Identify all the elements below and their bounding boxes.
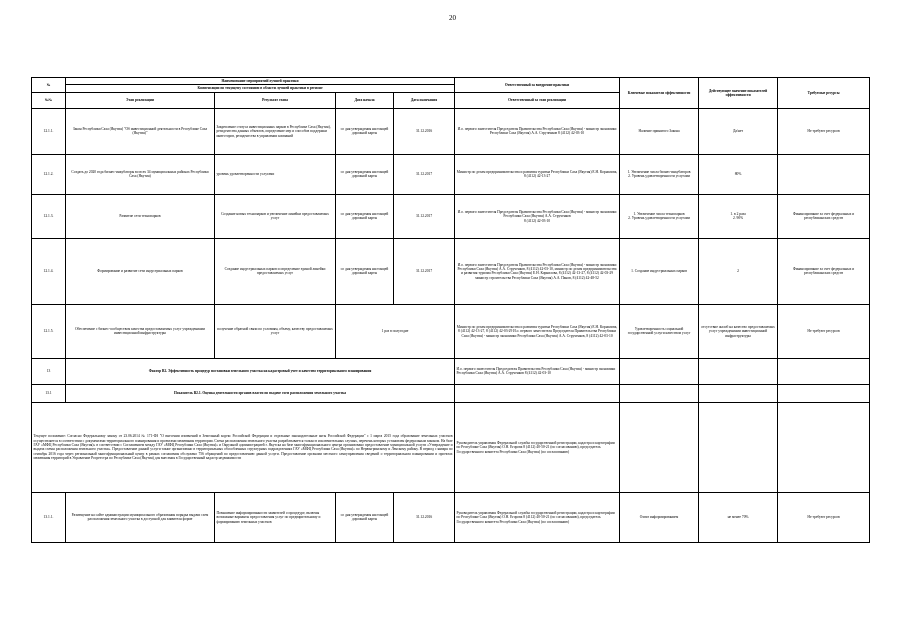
row-stage: Размещение на сайте администрации муниципального образования порядка выдачи схем расположения земельного участка в доступной для заявителя форме <box>66 492 215 542</box>
table-row <box>32 238 870 304</box>
table-row <box>32 154 870 194</box>
row-kpi: Удовлетворенность социальной государственной услуги качеством услуг <box>620 304 699 358</box>
row-start: со дня утверждения настоящей дорожной карты <box>336 492 394 542</box>
row-actual: не менее 70% <box>699 492 778 542</box>
row-num: 12.1.3. <box>32 194 66 238</box>
row-stage: Создать до 2020 года бизнес-инкубаторы во всех 34 муниципальных районах Республики Саха (Якутия) <box>66 154 215 194</box>
indicator-num: 13.1 <box>32 384 66 402</box>
empty-cell <box>699 384 778 402</box>
current-state-text: Текущее положение: Согласно Федеральному закону от 23.06.2014 № 171-ФЗ "О внесении изменений в Земельный кодекс Российской Федерации и отдельные законодательные акты Российской Федерации" с 1 марта 2015 года образование земельных участков осуществляется в соответствии с документами территориального планирования и проектами межевания территории. Схема расположения земельного участка разрабатывается только в исключительных случаях, перечень которых установлен федеральным законом. На базе ГАУ «МФЦ Республики Саха (Якутия)» в соответствии с Соглашением между ГАУ «МФЦ Республики Саха (Якутия)» и Окружной администрацией г. Якутска на базе многофункционального центра организовано предоставление муниципальной услуги «Утверждение и выдача схемы расположения земельного участка». Предоставление данной услуги также организовано в территориальных обособленных структурных подразделениях ГАУ «МФЦ Республики Саха (Якутия)» по Нерюнгринскому и Ленскому району. В период с января по сентябрь 2016 года через региональный многофункциональный центр в рамках соглашения обслужено 756 обращений по предоставлению данной услуги. Предоставление органами местного самоуправления сведений о территориальном планировании и проектах межевания территорий в Управление Росреестра по Республике Саха (Якутия) для внесения в Государственный кадастр недвижимости <box>32 402 455 492</box>
row-end: 31.12.2017 <box>394 154 455 194</box>
row-start: со дня утверждения настоящей дорожной карты <box>336 194 394 238</box>
table-row <box>32 108 870 154</box>
row-responsible: Руководитель управления Федеральной службы государственной регистрации, кадастра и картографии по Республике Саха (Якутия) О.Н. Егорова 8 (4112) 40-50-21 (по согласованию), председатель Государственного комитета Республики Саха (Якутия) (по согласованию) <box>455 492 620 542</box>
factor-title: Фактор В2. Эффективность процедур постановки земельного участка на кадастровый учет и качество территориального планирования <box>66 358 455 384</box>
row-kpi: 1. Создание индустриальных парков <box>620 238 699 304</box>
current-state-row <box>32 402 870 492</box>
row-resources: Не требуют ресурсов <box>778 304 870 358</box>
row-end: 31.12.2016 <box>394 108 455 154</box>
factor-num: 13 <box>32 358 66 384</box>
row-resources: Не требуют ресурсов <box>778 108 870 154</box>
factor-responsible: И.о. первого заместителя Председателя Правительства Республики Саха (Якутия) - министр экономики Республики Саха (Якутия) А.А. Струченков 8 (4112) 42-03-10 <box>455 358 620 384</box>
row-start: со дня утверждения настоящей дорожной карты <box>336 108 394 154</box>
row-num: 12.1.1. <box>32 108 66 154</box>
row-stage: Развитие сети технопарков <box>66 194 215 238</box>
empty-cell <box>620 358 699 384</box>
row-responsible: И.о. первого заместителя Председателя Правительства Республики Саха (Якутия) - министр экономики Республики Саха (Якутия) А.А. Струченков 8 (4112) 42-03-10 <box>455 108 620 154</box>
factor-row <box>32 358 870 384</box>
row-num: 12.1.5. <box>32 304 66 358</box>
empty-cell <box>620 384 699 402</box>
empty-cell <box>778 402 870 492</box>
header-resources: Требуемые ресурсы <box>778 78 870 109</box>
row-stage: Обеспечение с бизнес-сообществом качества предоставляемых услуг учреждениями инвестиционной инфраструктуры <box>66 304 215 358</box>
subheader-num: №№ <box>32 92 66 108</box>
row-result: Закрепление статуса инвестиционных парков в Республике Саха (Якутия), резидентства данных объектов, определение мер и способов поддержки инвесторов, резидентства в управлении компаний <box>215 108 336 154</box>
row-actual: 1. в 2 раза 2. 90% <box>699 194 778 238</box>
row-start: со дня утверждения настоящей дорожной карты <box>336 238 394 304</box>
row-resources: Финансирование за счет федеральных и республиканских средств <box>778 238 870 304</box>
row-resources <box>778 154 870 194</box>
table-row <box>32 194 870 238</box>
row-start: со дня утверждения настоящей дорожной карты <box>336 154 394 194</box>
row-kpi: Охват информированием <box>620 492 699 542</box>
row-result: Создание индустриальных парков и определение единой линейки предоставляемых услуг <box>215 238 336 304</box>
empty-cell <box>699 402 778 492</box>
subheader-date-start: Дата начала <box>336 92 394 108</box>
row-responsible: И.о. первого заместителя Председателя Правительства Республики Саха (Якутия) - министр экономики Республики Саха (Якутия) А.А. Струченков, 8 (4112) 42-03-10, министр по делам предпринимательства и развития туризма Республики Саха (Якутия) Е.Н. Корнилова, 8 (4112) 42-13-27, 8 (4112) 42-03-29 министр строительства Республики Саха (Якутия) А.А. Панов, 8 (4112) 42-48-52 <box>455 238 620 304</box>
row-kpi: Наличие принятого Закона <box>620 108 699 154</box>
subheader-stage-name: Этап реализации <box>66 92 215 108</box>
table-row <box>32 492 870 542</box>
row-kpi: 1. Увеличение числа технопарков 2. Уровень удовлетворенности услугами <box>620 194 699 238</box>
subheader-responsible-impl: Ответственный за этап реализации <box>455 92 620 108</box>
row-kpi: 1. Увеличение числа бизнес-инкубаторов 2. Уровень удовлетворенности услугами <box>620 154 699 194</box>
header-key-indicator: Ключевые показатели эффективности <box>620 78 699 109</box>
empty-cell <box>699 358 778 384</box>
subheader-date-end: Дата окончания <box>394 92 455 108</box>
row-result: Создание новых технопарков и увеличение линейки предоставляемых услуг <box>215 194 336 238</box>
current-state-responsible: Руководитель управления Федеральной службы государственной регистрации, кадастра и картографии по Республике Саха (Якутия) О.Н. Егорова 8 (4112) 40-50-21 (по согласованию), председатель Государственного комитета Республики Саха (Якутия) (по согласованию) <box>455 402 620 492</box>
page-number: 20 <box>449 14 456 22</box>
row-end: 31.12.2017 <box>394 194 455 238</box>
row-end: 31.12.2017 <box>394 238 455 304</box>
row-num: 13.1.1. <box>32 492 66 542</box>
row-num: 12.1.4. <box>32 238 66 304</box>
row-responsible: Министр по делам предпринимательства и развития туризма Республики Саха (Якутия) Е.Н. Корнилова, 8 (4112) 42-13-27 <box>455 154 620 194</box>
row-num: 12.1.2. <box>32 154 66 194</box>
row-resources: Финансирование за счет федеральных и республиканских средств <box>778 194 870 238</box>
row-result: получение обратной связи по условиям, объему, качеству предоставляемых услуг <box>215 304 336 358</box>
header-num: № <box>32 78 66 93</box>
row-actual: 2 <box>699 238 778 304</box>
row-stage: Формирование и развитие сети индустриальных парков <box>66 238 215 304</box>
empty-cell <box>778 384 870 402</box>
header-measures: Наименование мероприятий/лучшей практики <box>66 78 455 85</box>
row-actual: отсутствие жалоб на качество предоставляемых услуг учреждениями инвестиционной инфраструктуры <box>699 304 778 358</box>
row-result: Повышение информированности заявителей о процедуре, включая возможные варианты предоставления услуг по предварительному и формированию земельных участков <box>215 492 336 542</box>
empty-cell <box>778 358 870 384</box>
indicator-row <box>32 384 870 402</box>
document-table <box>31 77 870 543</box>
row-actual: 80% <box>699 154 778 194</box>
row-responsible: Министр по делам предпринимательства и развития туризма Республики Саха (Якутия) Е.Н. Корнилова, 8 (4112) 42-13-27, 8 (4112) 42-03-29 И.о. первого заместителя Председателя Правительства Республики Саха (Якутия) - министр экономики Республики Саха (Якутия) А.А. Струченков, 8 (4112) 42-03-10 <box>455 304 620 358</box>
subheader-stage-result: Результат этапа <box>215 92 336 108</box>
table-row <box>32 304 870 358</box>
empty-cell <box>455 384 620 402</box>
row-result: уровень удовлетворенности услугами <box>215 154 336 194</box>
header-responsible: Ответственный за внедрение практики <box>455 78 620 93</box>
row-stage: Закон Республики Саха (Якутия) "Об инвестиционной деятельности в Республике Саха (Якутия)" <box>66 108 215 154</box>
row-responsible: И.о. первого заместителя Председателя Правительства Республики Саха (Якутия) - министр экономики Республики Саха (Якутия) А.А. Струченков 8 (4112) 42-03-10 <box>455 194 620 238</box>
indicator-title: Показатель В2.1. Оценка деятельности органов власти по выдаче схем расположения земельного участка <box>66 384 455 402</box>
row-resources: Не требуют ресурсов <box>778 492 870 542</box>
empty-cell <box>620 402 699 492</box>
row-actual: Да/нет <box>699 108 778 154</box>
header-actual-indicator: Действующее значение показателей эффективности <box>699 78 778 109</box>
header-compensation: Компенсации по текущему состоянию в области лучшей практики в регионе <box>66 85 455 92</box>
row-end: 31.12.2016 <box>394 492 455 542</box>
row-period: 1 раз в полугодие <box>336 304 455 358</box>
